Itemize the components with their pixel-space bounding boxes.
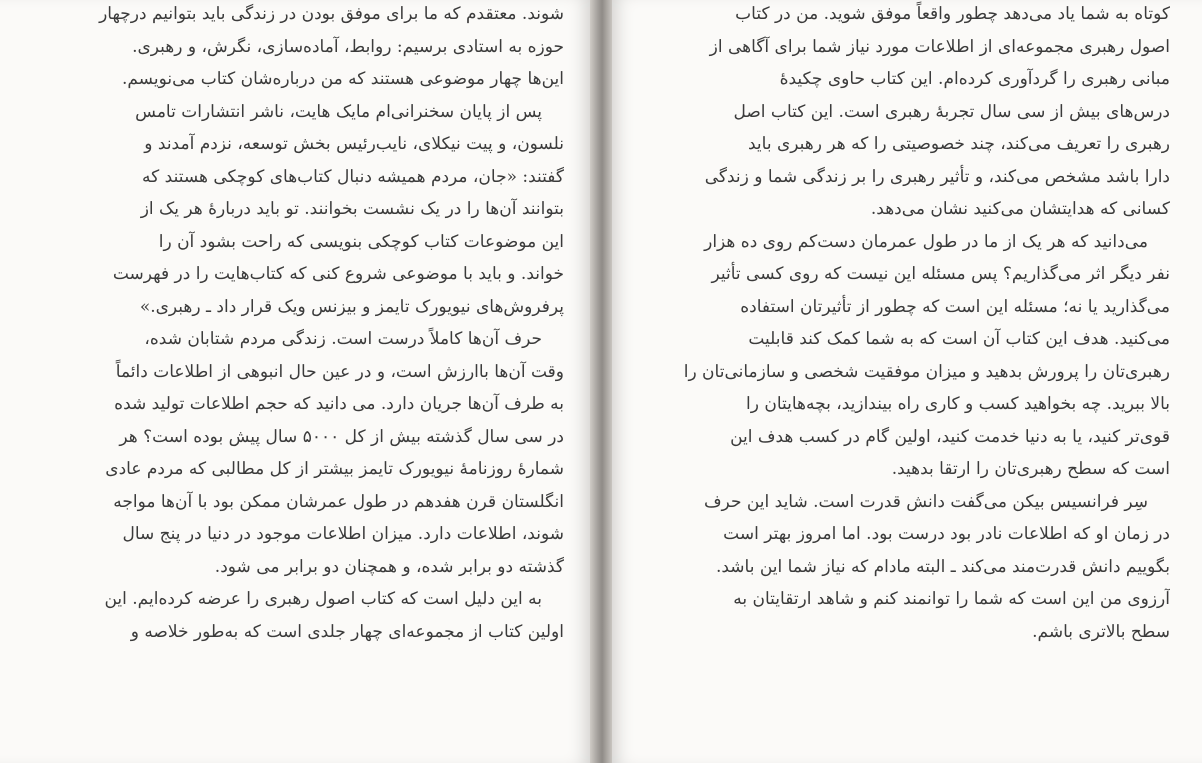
text-line: بتوانند آن‌ها را در یک نشست بخوانند. تو باید دربارهٔ هر یک از — [140, 199, 564, 219]
text-line: قوی‌تر کنید، یا به دنیا خدمت کنید، اولین گام در کسب هدف این — [730, 426, 1170, 447]
text-line: است که سطح رهبری‌تان را ارتقا بدهید. — [891, 459, 1170, 479]
text-line: انگلستان قرن هفدهم در طول عمرشان ممکن بود با آن‌ها مواجه — [113, 491, 564, 512]
text-line: نفر دیگر اثر می‌گذاریم؟ پس مسئله این نیست که روی کسی تأثیر — [711, 264, 1170, 284]
right-page — [612, 0, 1202, 763]
text-line: کوتاه به شما یاد می‌دهد چطور واقعاً موفق شوید. من در کتاب — [735, 4, 1170, 24]
text-line: مبانی رهبری را گردآوری کرده‌ام. این کتاب حاوی چکیدهٔ — [779, 69, 1170, 89]
book-spine-gutter — [590, 0, 612, 763]
left-page-text — [40, 0, 564, 648]
text-line: حوزه به استادی برسیم: روابط، آماده‌سازی، نگرش، و رهبری. — [132, 36, 564, 57]
paragraph-start-line: سِر فرانسیس بیکن می‌گفت دانش قدرت است. شاید این حرف — [703, 491, 1148, 512]
text-line: درس‌های بیش از سی سال تجربهٔ رهبری است. این کتاب اصل — [733, 101, 1170, 122]
text-line: بگوییم دانش قدرت‌مند می‌کند ـ البته مادام که نیاز شما این باشد. — [715, 556, 1170, 577]
text-line: کسانی که هدایتشان می‌کنید نشان می‌دهد. — [870, 199, 1170, 219]
paragraph-start-line: پس از پایان سخنرانی‌ام مایک هایت، ناشر انتشارات تامس — [135, 101, 542, 122]
left-page — [0, 0, 590, 763]
text-line: نلسون، و پیت نیکلای، نایب‌رئیس بخش توسعه، نزدم آمدند و — [144, 134, 564, 154]
text-line: می‌گذارید یا نه؛ مسئله این است که چطور از تأثیرتان استفاده — [740, 296, 1170, 317]
text-line: در زمان او که اطلاعات نادر بود درست بود. اما امروز بهتر است — [723, 524, 1170, 544]
text-line: این‌ها چهار موضوعی هستند که من درباره‌شان کتاب می‌نویسم. — [121, 69, 564, 89]
text-line: شوند، اطلاعات دارد. میزان اطلاعات موجود در دنیا در پنج سال — [122, 524, 564, 544]
text-line: رهبری را تعریف می‌کند، چند خصوصیتی را که هر رهبری باید — [747, 134, 1170, 154]
text-line: در سی سال گذشته بیش از کل ۵۰۰۰ سال پیش بوده است؟ هر — [119, 426, 564, 447]
paragraph-start-line: می‌دانید که هر یک از ما در طول عمرمان دست‌کم روی ده هزار — [704, 231, 1148, 252]
text-line: به طرف آن‌ها جریان دارد. می دانید که حجم اطلاعات تولید شده — [114, 394, 564, 414]
text-line: اولین کتاب از مجموعه‌ای چهار جلدی است که به‌طور خلاصه و — [130, 621, 564, 642]
text-line: می‌کنید. هدف این کتاب آن است که به شما کمک کند قابلیت — [748, 329, 1170, 349]
text-line: این موضوعات کتاب کوچکی بنویسی که راحت بشود آن را — [158, 231, 564, 252]
text-line: شوند. معتقدم که ما برای موفق بودن در زندگی باید بتوانیم درچهار — [99, 4, 564, 24]
text-line: رهبری‌تان را پرورش بدهید و میزان موفقیت شخصی و سازمانی‌تان را — [683, 361, 1170, 382]
text-line: بالا ببرید. چه بخواهید کسب و کاری راه بیندازید، بچه‌هایتان را — [746, 394, 1170, 414]
text-line: سطح بالاتری باشم. — [1032, 621, 1170, 642]
paragraph-start-line: به این دلیل است که کتاب اصول رهبری را عرضه کرده‌ایم. این — [104, 589, 542, 609]
text-line: آرزوی من این است که شما را توانمند کنم و شاهد ارتقایتان به — [733, 589, 1170, 609]
text-line: پرفروش‌های نیویورک تایمز و بیزنس ویک قرار داد ـ رهبری.» — [139, 296, 564, 317]
text-line: دارا باشد مشخص می‌کند، و تأثیر رهبری را بر زندگی شما و زندگی — [704, 166, 1170, 187]
text-line: وقت آن‌ها باارزش است، و در عین حال انبوهی از اطلاعات دائماً — [115, 361, 564, 382]
right-page-text — [654, 0, 1170, 648]
text-line: شمارهٔ روزنامهٔ نیویورک تایمز بیشتر از کل مطالبی که مردم عادی — [105, 459, 564, 479]
text-line: اصول رهبری مجموعه‌ای از اطلاعات مورد نیاز شما برای آگاهی از — [709, 36, 1170, 57]
paragraph-start-line: حرف آن‌ها کاملاً درست است. زندگی مردم شتابان شده، — [144, 329, 542, 349]
text-line: خواند. و باید با موضوعی شروع کنی که کتاب‌هایت را در فهرست — [112, 264, 564, 284]
text-line: گفتند: «جان، مردم همیشه دنبال کتاب‌های کوچکی هستند که — [142, 166, 564, 187]
text-line: گذشته دو برابر شده، و همچنان دو برابر می شود. — [214, 556, 564, 577]
